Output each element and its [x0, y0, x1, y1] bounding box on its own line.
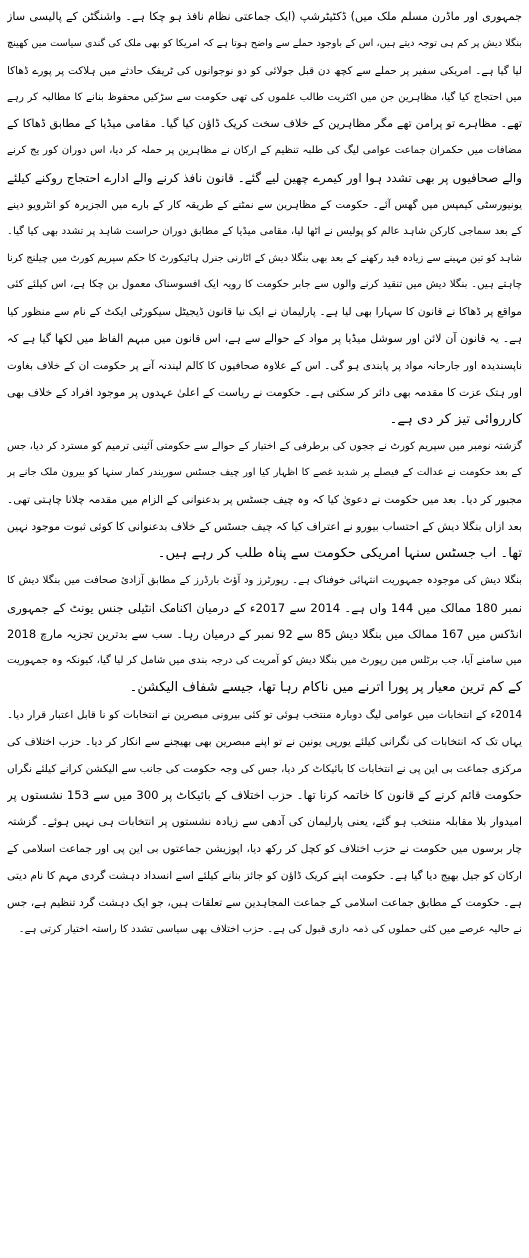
text-line: چار برسوں میں حکومت نے حزب اختلاف کو کچل کر رکھ دیا، اپوزیشن جماعتوں بی این پی اور جماعت اسلامی کے — [7, 842, 522, 856]
text-line: ارکان کو جیل بھیج دیا گیا ہے۔ حکومت اپنے کریک ڈاؤن کو جائز بنانے کیلئے اسے انسداد دہشت گردی مہم کا نام دیتی — [7, 869, 522, 882]
text-line: ناپسندیدہ اور جارحانہ مواد پر پابندی ہو گی۔ اس کے علاوہ صحافیوں کا کالم لیندنہ آنے پر حکومت ان کے خلاف بغاوت — [7, 359, 522, 372]
text-line: مرکزی جماعت بی این پی نے انتخابات کا بائیکاٹ کر دیا، جس کی وجہ حکومت کی جانب سے الیکشن کرانے کیلئے نگراں — [7, 762, 522, 775]
text-line: تھے۔ مظاہرے تو پرامن تھے مگر مظاہرین کے خلاف سخت کریک ڈاؤن کیا گیا۔ مقامی میڈیا کے مطابق ڈھاکا کے — [7, 117, 522, 131]
text-line: گزشتہ نومبر میں سپریم کورٹ نے ججوں کی برطرفی کے اختیار کے حوالے سے حکومتی آئینی ترمیم کو مسترد کر دیا، جس — [7, 440, 522, 452]
text-line: امیدوار بلا مقابلہ منتخب ہو گئے، یعنی پارلیمان کی آدھی سے زیادہ نشستوں پر انتخابات ہی نہیں ہوئے۔ گزشتہ — [7, 815, 522, 829]
text-line: مواقع پر ڈھاکا نے قانون کا سہارا بھی لیا ہے۔ پارلیمان نے ایک نیا قانون ڈیجیٹل سیکورٹی ایکٹ کے نام سے منظور کیا — [7, 305, 522, 319]
text-line: یہاں تک کہ انتخابات کی نگرانی کیلئے یورپی یونین نے تو اپنے مبصرین بھی بھیجنے سے انکار کر دیا۔ حزب اختلاف کی — [7, 734, 522, 748]
text-line: نے حالیہ عرصے میں کئی حملوں کی ذمہ داری قبول کی ہے۔ حزب اختلاف بھی سیاسی تشدد کا راستہ اختیار کرتی ہے۔ — [18, 923, 522, 935]
text-line: بنگلا دیش کی موجودہ جمہوریت انتہائی خوفناک ہے۔ رپورٹرز ود آؤٹ بارڈرز کے مطابق آزادیٔ صحافت میں بنگلا دیش کا — [7, 574, 522, 586]
text-line: 2014ء کے انتخابات میں عوامی لیگ دوبارہ منتخب ہوئی تو کئی بیرونی مبصرین نے انتخابات کو نا قابل اعتبار قرار دیا۔ — [7, 708, 522, 721]
text-line: کے بعد حکومت نے عدالت کے فیصلے پر شدید غصے کا اظہار کیا اور چیف جسٹس سوریندر کمار سنہا کو بیرون ملک جانے پر — [7, 467, 522, 479]
text-line: حکومت قائم کرنے کے قانون کا خاتمہ کرنا تھا۔ حزب اختلاف کے بائیکاٹ پر 300 میں سے 153 نشستوں پر — [7, 788, 522, 803]
text-line: انڈکس میں 167 ممالک میں بنگلا دیش 85 سے 92 نمبر کے درمیان رہا۔ سب سے بدترین تجزیہ مارچ 2018 — [7, 627, 522, 642]
text-line: مجبور کر دیا۔ بعد میں حکومت نے دعویٰ کیا کہ وہ چیف جسٹس پر بدعنوانی کے الزام میں مقدمہ چلانا چاہتی تھی۔ — [7, 493, 522, 507]
text-line: میں احتجاج کیا گیا، مظاہرین جن میں اکثریت طالب علموں کی تھی حکومت سے سڑکیں محفوظ بنانے کا مطالبہ کر رہے — [7, 91, 522, 103]
text-line: کارروائی تیز کر دی ہے۔ — [389, 411, 522, 427]
text-line: کے کم ترین معیار پر پورا اترنے میں ناکام رہا تھا، جیسے شفاف الیکشن۔ — [129, 680, 522, 696]
text-line: میں سامنے آیا، جب برٹلس مین رپورٹ میں بنگلا دیش کو آمریت کی درجہ بندی میں شامل کر لیا گیا، کیونکہ وہ جمہوریت — [7, 655, 522, 667]
text-line: ہے۔ حکومت کے مطابق جماعت اسلامی کے جماعت المجاہدین سے تعلقات ہیں، جو ایک دہشت گرد تنظیم ہے، جس — [7, 895, 522, 909]
article-paragraph-2 — [7, 434, 522, 568]
text-line: نمبر 180 ممالک میں 144 واں ہے۔ 2014 سے 2017ء کے درمیان اکنامک انٹیلی جنس یونٹ کے جمہوری — [7, 600, 522, 615]
text-line: مضافات میں حکمران جماعت عوامی لیگ کی طلبہ تنظیم کے ارکان نے مظاہرین پر حملہ کر دیا، اس دوران کور یج کرنے — [7, 145, 522, 157]
text-line: تھا۔ اب جسٹس سنہا امریکی حکومت سے پناہ طلب کر رہے ہیں۔ — [157, 545, 522, 561]
text-line: اور ہتک عزت کا مقدمہ بھی دائر کر سکتی ہے۔ حکومت نے ریاست کے اعلیٰ عہدوں پر موجود افراد کے خلاف بھی — [7, 385, 522, 399]
text-line: والے صحافیوں پر بھی تشدد ہوا اور کیمرے چھین لیے گئے۔ قانون نافذ کرنے والے ادارے احتجاج روکنے کیلئے — [7, 171, 522, 186]
text-line: جمہوری اور ماڈرن مسلم ملک میں) ڈکٹیٹرشپ (ایک جماعتی نظام نافذ ہو چکا ہے۔ واشنگٹن کے پالیسی ساز — [7, 10, 522, 23]
text-line: بنگلا دیش پر کم ہی توجہ دیتے ہیں، اس کے باوجود حملے سے واضح ہوتا ہے کہ امریکا کو بھی ملک کی گندی سیاست میں کھینچ — [7, 37, 522, 49]
text-line: یونیورسٹی کیمپس میں گھس آئے۔ حکومت کے مظاہرین سے نمٹنے کے طریقہ کار کے بارے میں الجزیرہ کو انٹرویو دینے — [7, 198, 522, 211]
text-line: ہے۔ یہ قانون آن لائن اور سوشل میڈیا پر مواد کے حوالے سے ہے، اس قانون میں مبہم الفاظ میں لکھا گیا ہے کہ — [7, 332, 522, 346]
article-paragraph-4 — [7, 702, 522, 944]
text-line: شاہد کو تین مہینے سے زیادہ قید رکھنے کے بعد بھی بنگلا دیش کے اٹارنی جنرل ہائیکورٹ کا حکم سپریم کورٹ میں چیلنج کرنا — [7, 252, 522, 264]
article-paragraph-1 — [7, 4, 522, 434]
text-line: بعد ازاں بنگلا دیش کے احتساب بیورو نے اعتراف کیا کہ چیف جسٹس کے خلاف بدعنوانی کا کوئی ثبوت موجود نہیں — [7, 520, 522, 534]
text-line: لیا گیا ہے۔ امریکی سفیر پر حملے سے کچھ دن قبل جولائی کو دو نوجوانوں کی ٹریفک حادثے میں ہلاکت پر پورے ڈھاکا — [7, 64, 522, 77]
text-line: چاہتے ہیں۔ بنگلا دیش میں تنقید کرنے والوں سے جابر حکومت کا رویہ ایک افسوسناک معمول بن چکا ہے، اس کیلئے کئی — [7, 279, 522, 291]
article-paragraph-3 — [7, 568, 522, 702]
text-line: کے بعد سماجی کارکن شاہد عالم کو پولیس نے اٹھا لیا، مقامی میڈیا کے مطابق دوران حراست شاہد پر تشدد بھی کیا گیا۔ — [7, 225, 522, 237]
